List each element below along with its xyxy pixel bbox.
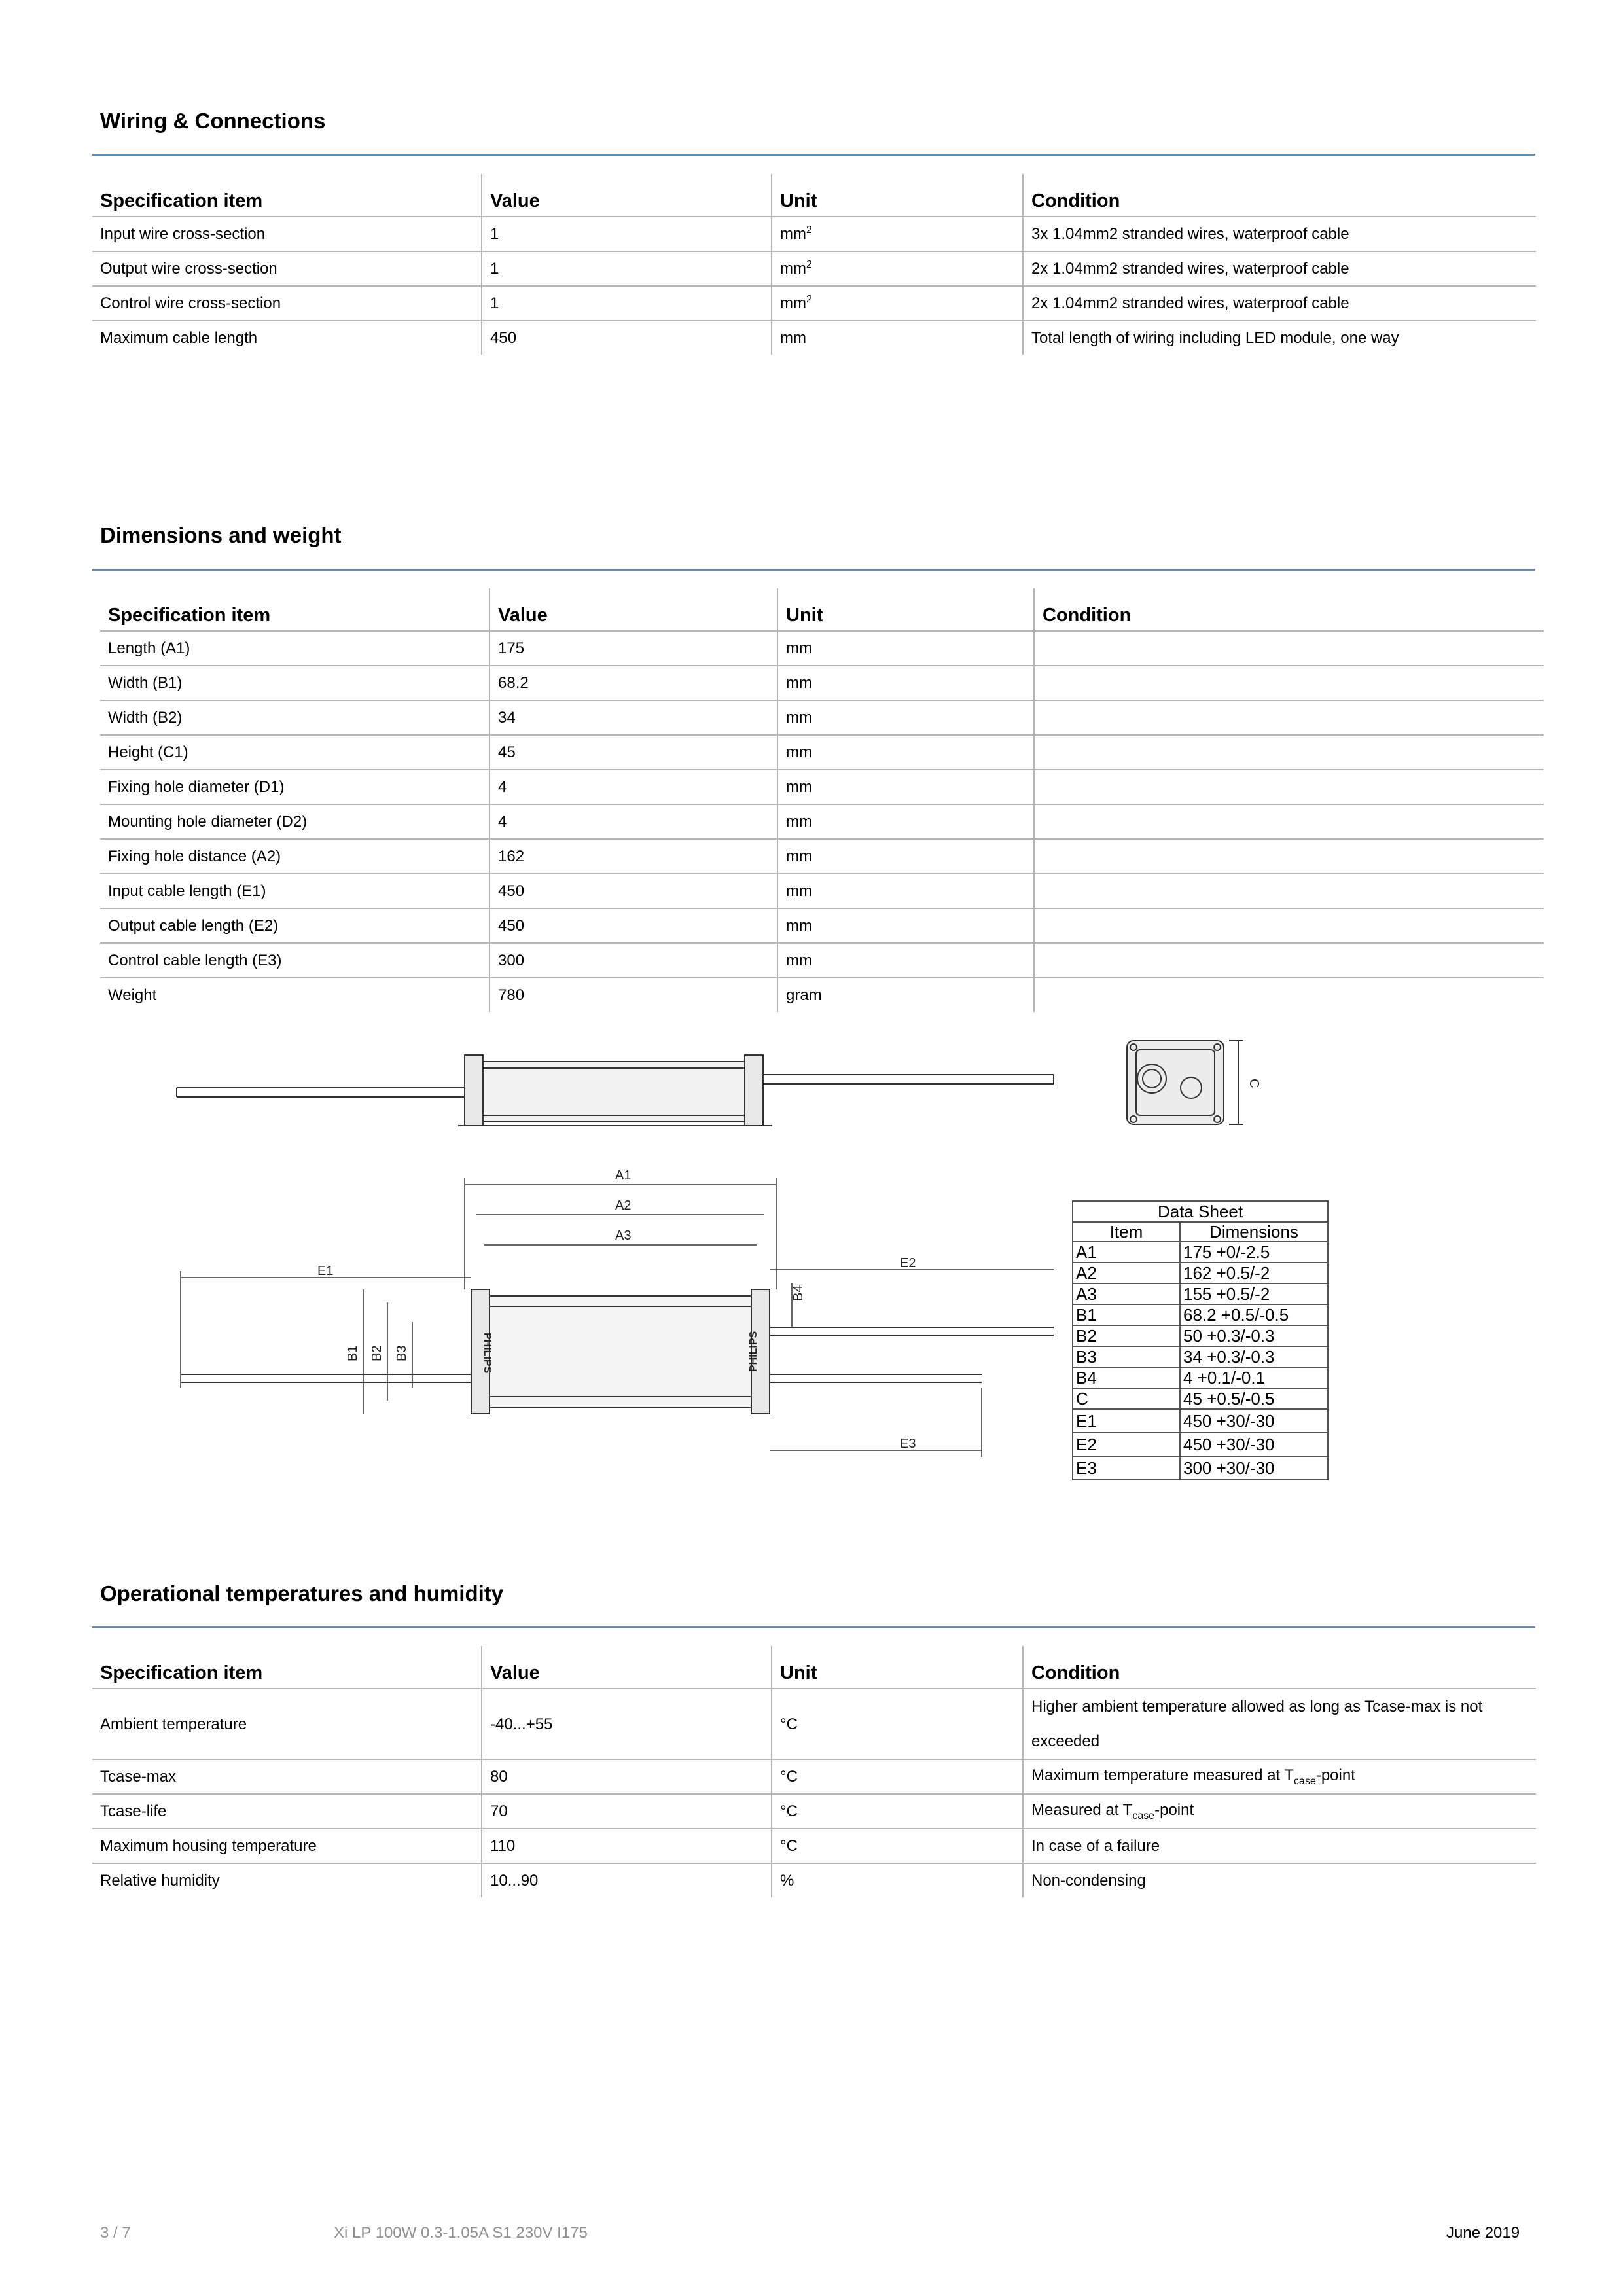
cell-condition: In case of a failure xyxy=(1023,1829,1536,1863)
table-row xyxy=(92,286,1536,321)
cell-unit: mm xyxy=(777,666,1034,700)
label-e2: E2 xyxy=(900,1256,916,1270)
cell-unit: mm xyxy=(777,874,1034,908)
cell-unit: °C xyxy=(772,1794,1023,1829)
cell-value: 4 xyxy=(490,804,777,839)
cell-item: Tcase-life xyxy=(92,1794,482,1829)
cell-item: Weight xyxy=(108,986,157,1004)
cell-value: 1 xyxy=(482,217,772,251)
product-name: Xi LP 100W 0.3-1.05A S1 230V I175 xyxy=(334,2224,588,2242)
header-value: Value xyxy=(482,1646,772,1689)
cell-condition: 3x 1.04mm2 stranded wires, waterproof cable xyxy=(1023,217,1536,251)
cell-item: Width (B1) xyxy=(100,666,490,700)
data-sheet-row: B4 4 +0.1/-0.1 xyxy=(1073,1367,1328,1388)
header-unit: Unit xyxy=(772,174,1023,217)
page-number: 3 / 7 xyxy=(100,2224,131,2242)
cell-condition xyxy=(1034,804,1544,839)
data-sheet-col-item: Item xyxy=(1073,1222,1180,1242)
cell-item: Width (B2) xyxy=(100,700,490,735)
data-sheet-row: A2 162 +0.5/-2 xyxy=(1073,1263,1328,1283)
data-sheet-col-dims: Dimensions xyxy=(1180,1222,1328,1242)
cell-value: 780 xyxy=(490,978,777,1012)
table-row xyxy=(100,666,1544,700)
cell-unit: mm xyxy=(777,839,1034,874)
label-b3: B3 xyxy=(395,1345,409,1361)
cell-unit: °C xyxy=(772,1759,1023,1794)
cell-value: 450 xyxy=(490,908,777,943)
cell-unit: mm xyxy=(772,321,1023,355)
cell-unit: $mm^2$ xyxy=(772,217,1023,251)
table-row xyxy=(100,735,1544,770)
cell-condition xyxy=(1034,770,1544,804)
header-spec-item: Specification item xyxy=(92,1646,482,1689)
cell-unit: mm xyxy=(777,735,1034,770)
cell-item: Maximum housing temperature xyxy=(92,1829,482,1863)
table-row xyxy=(92,251,1536,286)
table-header-row xyxy=(92,1646,1536,1689)
cell-item: Input cable length (E1) xyxy=(100,874,490,908)
cell-value: 1 xyxy=(482,286,772,321)
data-sheet-row: C 45 +0.5/-0.5 xyxy=(1073,1388,1328,1409)
table-row xyxy=(100,874,1544,908)
table-row xyxy=(92,321,1536,355)
top-view xyxy=(181,1289,1054,1414)
table-row xyxy=(100,839,1544,874)
header-value: Value xyxy=(482,174,772,217)
data-sheet-table xyxy=(1072,1200,1329,1480)
cell-condition xyxy=(1034,978,1544,1012)
cell-value: 80 xyxy=(482,1759,772,1794)
cell-item: Relative humidity xyxy=(100,1871,220,1890)
cell-unit: °C xyxy=(772,1829,1023,1863)
side-view xyxy=(177,1055,1054,1126)
cell-unit: gram xyxy=(777,978,1034,1012)
table-row xyxy=(92,1759,1536,1794)
label-b4: B4 xyxy=(791,1285,806,1301)
label-b1: B1 xyxy=(346,1345,360,1361)
cell-item: Ambient temperature xyxy=(92,1689,482,1759)
cell-condition xyxy=(1034,700,1544,735)
data-sheet-row: E2 450 +30/-30 xyxy=(1073,1433,1328,1456)
data-sheet-row: E1 450 +30/-30 xyxy=(1073,1409,1328,1433)
operational-section-title: Operational temperatures and humidity xyxy=(100,1581,504,1605)
section-divider xyxy=(92,1626,1535,1628)
cell-condition xyxy=(1034,666,1544,700)
dimensions-table xyxy=(100,588,1544,1012)
section-divider xyxy=(92,154,1535,156)
dimensions-section-title: Dimensions and weight xyxy=(100,523,342,547)
cell-item: Tcase-max xyxy=(92,1759,482,1794)
table-row xyxy=(100,631,1544,666)
brand-logo-right: PHILIPS xyxy=(748,1331,759,1372)
table-row xyxy=(100,700,1544,735)
data-sheet-row: B3 34 +0.3/-0.3 xyxy=(1073,1346,1328,1367)
label-e3: E3 xyxy=(900,1437,916,1451)
cell-condition: 2x 1.04mm2 stranded wires, waterproof cable xyxy=(1023,251,1536,286)
cell-item: Control wire cross-section xyxy=(92,286,482,321)
table-row xyxy=(100,978,1544,1012)
header-condition: Condition xyxy=(1023,1646,1536,1689)
table-header-row xyxy=(92,174,1536,217)
cell-value: 4 xyxy=(490,770,777,804)
cell-unit: % xyxy=(772,1863,1023,1897)
table-row xyxy=(100,908,1544,943)
cell-unit: $mm^2$ xyxy=(772,286,1023,321)
end-view xyxy=(1127,1041,1243,1124)
cell-value: 10...90 xyxy=(482,1863,772,1897)
table-row xyxy=(92,1829,1536,1863)
cell-unit: mm xyxy=(777,804,1034,839)
cell-value: 1 xyxy=(482,251,772,286)
table-row xyxy=(92,1794,1536,1829)
label-b2: B2 xyxy=(370,1345,384,1361)
cell-condition xyxy=(1034,735,1544,770)
cell-condition: Maximum temperature measured at $T_{case}$-point xyxy=(1023,1759,1536,1794)
cell-value: 450 xyxy=(490,874,777,908)
label-a1: A1 xyxy=(615,1168,632,1183)
cell-value: 162 xyxy=(490,839,777,874)
cell-condition xyxy=(1034,874,1544,908)
data-sheet-row: E3 300 +30/-30 xyxy=(1073,1456,1328,1480)
cell-item: Input wire cross-section xyxy=(92,217,482,251)
cell-item: Maximum cable length xyxy=(100,329,258,347)
section-divider xyxy=(92,569,1535,571)
table-row xyxy=(92,1689,1536,1759)
cell-unit: °C xyxy=(772,1689,1023,1759)
wiring-table xyxy=(92,174,1536,355)
cell-condition: Higher ambient temperature allowed as long as Tcase-max is not exceeded xyxy=(1023,1689,1536,1759)
table-row xyxy=(92,217,1536,251)
cell-unit: mm xyxy=(777,770,1034,804)
table-row xyxy=(100,770,1544,804)
cell-unit: mm xyxy=(777,631,1034,666)
cell-item: Output wire cross-section xyxy=(92,251,482,286)
data-sheet-title: Data Sheet xyxy=(1073,1201,1328,1222)
wiring-section-title: Wiring & Connections xyxy=(100,109,326,133)
table-header-row xyxy=(100,588,1544,631)
cell-condition: Non-condensing xyxy=(1023,1863,1536,1897)
header-unit: Unit xyxy=(772,1646,1023,1689)
brand-logo-left: PHILIPS xyxy=(482,1333,493,1374)
header-spec-item: Specification item xyxy=(100,588,490,631)
cell-value: -40...+55 xyxy=(482,1689,772,1759)
cell-value: 34 xyxy=(490,700,777,735)
cell-value: 45 xyxy=(490,735,777,770)
cell-condition: Total length of wiring including LED module, one way xyxy=(1023,321,1536,355)
label-a2: A2 xyxy=(615,1198,632,1213)
cell-unit: mm xyxy=(777,908,1034,943)
cell-item: Fixing hole distance (A2) xyxy=(100,839,490,874)
header-value: Value xyxy=(490,588,777,631)
cell-unit: $mm^2$ xyxy=(772,251,1023,286)
label-a3: A3 xyxy=(615,1229,632,1243)
cell-item: Fixing hole diameter (D1) xyxy=(100,770,490,804)
header-unit: Unit xyxy=(777,588,1034,631)
label-e1: E1 xyxy=(317,1264,334,1278)
table-row xyxy=(92,1863,1536,1897)
cell-value: 300 xyxy=(490,943,777,978)
cell-unit: mm xyxy=(777,943,1034,978)
cell-condition xyxy=(1034,908,1544,943)
data-sheet-row: B1 68.2 +0.5/-0.5 xyxy=(1073,1304,1328,1325)
cell-item: Length (A1) xyxy=(100,631,490,666)
document-date: June 2019 xyxy=(1446,2224,1520,2242)
cell-value: 70 xyxy=(482,1794,772,1829)
cell-condition xyxy=(1034,631,1544,666)
cell-value: 175 xyxy=(490,631,777,666)
cell-condition: Measured at $T_{case}$-point xyxy=(1023,1794,1536,1829)
header-condition: Condition xyxy=(1034,588,1544,631)
cell-value: 450 xyxy=(482,321,772,355)
cell-item: Control cable length (E3) xyxy=(100,943,490,978)
operational-table xyxy=(92,1646,1536,1897)
cell-unit: mm xyxy=(777,700,1034,735)
header-spec-item: Specification item xyxy=(92,174,482,217)
data-sheet-row: B2 50 +0.3/-0.3 xyxy=(1073,1325,1328,1346)
cell-value: 110 xyxy=(482,1829,772,1863)
cell-condition xyxy=(1034,839,1544,874)
data-sheet-row: A1 175 +0/-2.5 xyxy=(1073,1242,1328,1263)
cell-condition: 2x 1.04mm2 stranded wires, waterproof cable xyxy=(1023,286,1536,321)
cell-value: 68.2 xyxy=(490,666,777,700)
cell-item: Output cable length (E2) xyxy=(100,908,490,943)
data-sheet-row: A3 155 +0.5/-2 xyxy=(1073,1283,1328,1304)
cell-item: Height (C1) xyxy=(100,735,490,770)
cell-condition xyxy=(1034,943,1544,978)
table-row xyxy=(100,804,1544,839)
cell-item: Mounting hole diameter (D2) xyxy=(100,804,490,839)
header-condition: Condition xyxy=(1023,174,1536,217)
table-row xyxy=(100,943,1544,978)
label-c: C xyxy=(1247,1079,1261,1088)
